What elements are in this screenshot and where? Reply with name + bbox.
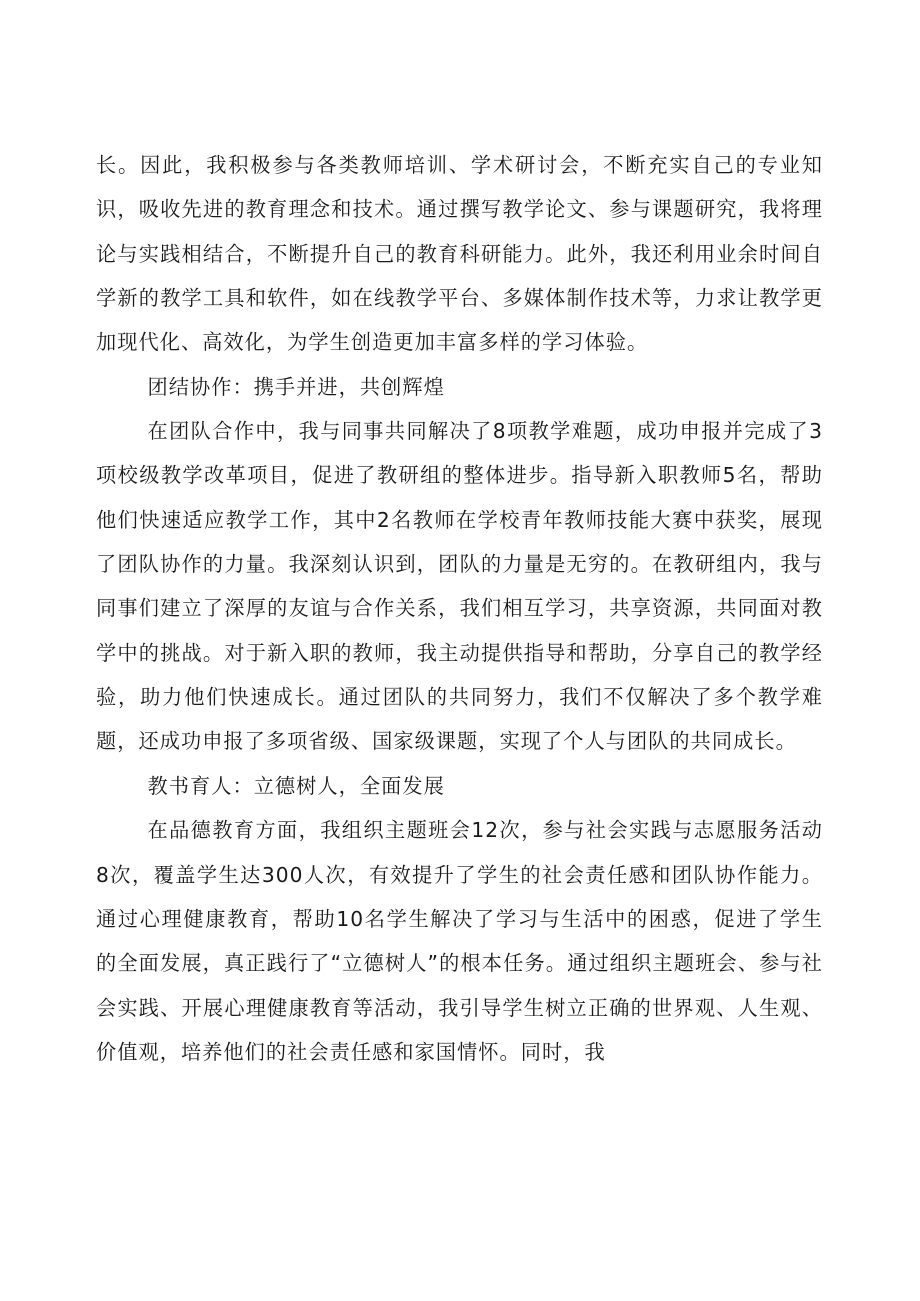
paragraph-moral-education: 在品德教育方面，我组织主题班会12次，参与社会实践与志愿服务活动8次，覆盖学生达300人次，有效提升了学生的社会责任感和团队协作能力。通过心理健康教育，帮助10名学生解决了学习与生活中的困惑，促进了学生的全面发展，真正践行了“立德树人”的根本任务。通过组织主题班会、参与社会实践、开展心理健康教育等活动，我引导学生树立正确的世界观、人生观、价值观，培养他们的社会责任感和家国情怀。同时，我 (96, 818, 823, 1064)
section-heading-moral-education: 教书育人：立德树人，全面发展 (147, 773, 445, 798)
paragraph-professional-growth: 长。因此，我积极参与各类教师培训、学术研讨会，不断充实自己的专业知识，吸收先进的教育理念和技术。通过撰写教学论文、参与课题研究，我将理论与实践相结合，不断提升自己的教育科研能力。此外，我还利用业余时间自学新的教学工具和软件，如在线教学平台、多媒体制作技术等，力求让教学更加现代化、高效化，为学生创造更加丰富多样的学习体验。 (96, 153, 823, 355)
paragraph-teamwork: 在团队合作中，我与同事共同解决了8项教学难题，成功申报并完成了3项校级教学改革项目，促进了教研组的整体进步。指导新入职教师5名，帮助他们快速适应教学工作，其中2名教师在学校青年教师技能大赛中获奖，展现了团队协作的力量。我深刻认识到，团队的力量是无穷的。在教研组内，我与同事们建立了深厚的友谊与合作关系，我们相互学习，共享资源，共同面对教学中的挑战。对于新入职的教师，我主动提供指导和帮助，分享自己的教学经验，助力他们快速成长。通过团队的共同努力，我们不仅解决了多个教学难题，还成功申报了多项省级、国家级课题，实现了个人与团队的共同成长。 (96, 419, 823, 754)
section-heading-teamwork: 团结协作：携手并进，共创辉煌 (147, 374, 445, 399)
document-page (96, 143, 823, 1074)
